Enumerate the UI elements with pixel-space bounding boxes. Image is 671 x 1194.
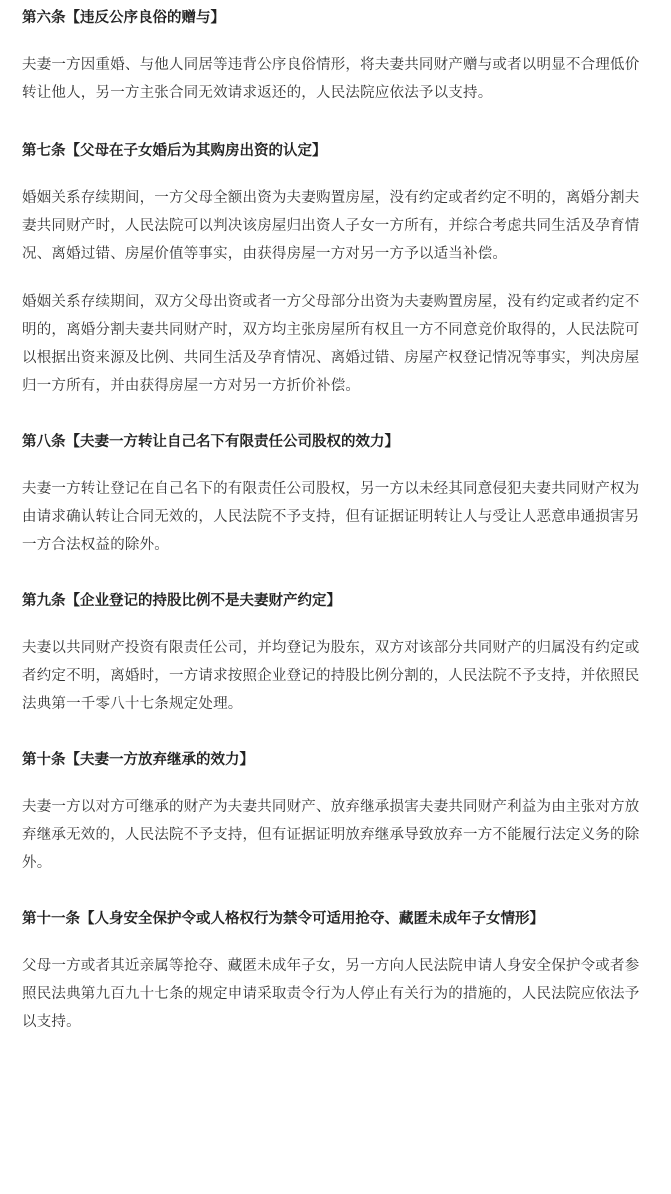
article-8-heading: 第八条【夫妻一方转让自己名下有限责任公司股权的效力】 bbox=[22, 434, 399, 450]
article-10-paragraph-1: 夫妻一方以对方可继承的财产为夫妻共同财产、放弃继承损害夫妻共同财产利益为由主张对方放弃继承无效的，人民法院不予支持，但有证据证明放弃继承导致放弃一方不能履行法定义务的除外。 bbox=[22, 799, 640, 871]
article-8-paragraph-1: 夫妻一方转让登记在自己名下的有限责任公司股权，另一方以未经其同意侵犯夫妻共同财产权为由请求确认转让合同无效的，人民法院不予支持，但有证据证明转让人与受让人恶意串通损害另一方合法权益的除外。 bbox=[22, 481, 640, 553]
article-7-heading: 第七条【父母在子女婚后为其购房出资的认定】 bbox=[22, 143, 327, 159]
article-11-paragraph-1: 父母一方或者其近亲属等抢夺、藏匿未成年子女，另一方向人民法院申请人身安全保护令或者参照民法典第九百九十七条的规定申请采取责令行为人停止有关行为的措施的，人民法院应依法予以支持。 bbox=[22, 958, 640, 1030]
article-10-heading: 第十条【夫妻一方放弃继承的效力】 bbox=[22, 752, 254, 768]
article-9-heading: 第九条【企业登记的持股比例不是夫妻财产约定】 bbox=[22, 593, 341, 609]
article-11-heading: 第十一条【人身安全保护令或人格权行为禁令可适用抢夺、藏匿未成年子女情形】 bbox=[22, 911, 544, 927]
article-6-heading: 第六条【违反公序良俗的赠与】 bbox=[22, 10, 225, 26]
article-7-paragraph-2: 婚姻关系存续期间，双方父母出资或者一方父母部分出资为夫妻购置房屋，没有约定或者约定不明的，离婚分割夫妻共同财产时，双方均主张房屋所有权且一方不同意竞价取得的，人民法院可以根据出资来源及比例、共同生活及孕育情况、离婚过错、房屋产权登记情况等事实，判决房屋归一方所有，并由获得房屋一方对另一方折价补偿。 bbox=[22, 294, 640, 394]
article-7-paragraph-1: 婚姻关系存续期间，一方父母全额出资为夫妻购置房屋，没有约定或者约定不明的，离婚分割夫妻共同财产时，人民法院可以判决该房屋归出资人子女一方所有，并综合考虑共同生活及孕育情况、离婚过错、房屋价值等事实，由获得房屋一方对另一方予以适当补偿。 bbox=[22, 190, 640, 262]
article-9-paragraph-1: 夫妻以共同财产投资有限责任公司，并均登记为股东，双方对该部分共同财产的归属没有约定或者约定不明，离婚时，一方请求按照企业登记的持股比例分割的，人民法院不予支持，并依照民法典第一千零八十七条规定处理。 bbox=[22, 640, 640, 712]
article-6-paragraph-1: 夫妻一方因重婚、与他人同居等违背公序良俗情形，将夫妻共同财产赠与或者以明显不合理低价转让他人，另一方主张合同无效请求返还的，人民法院应依法予以支持。 bbox=[22, 57, 640, 101]
